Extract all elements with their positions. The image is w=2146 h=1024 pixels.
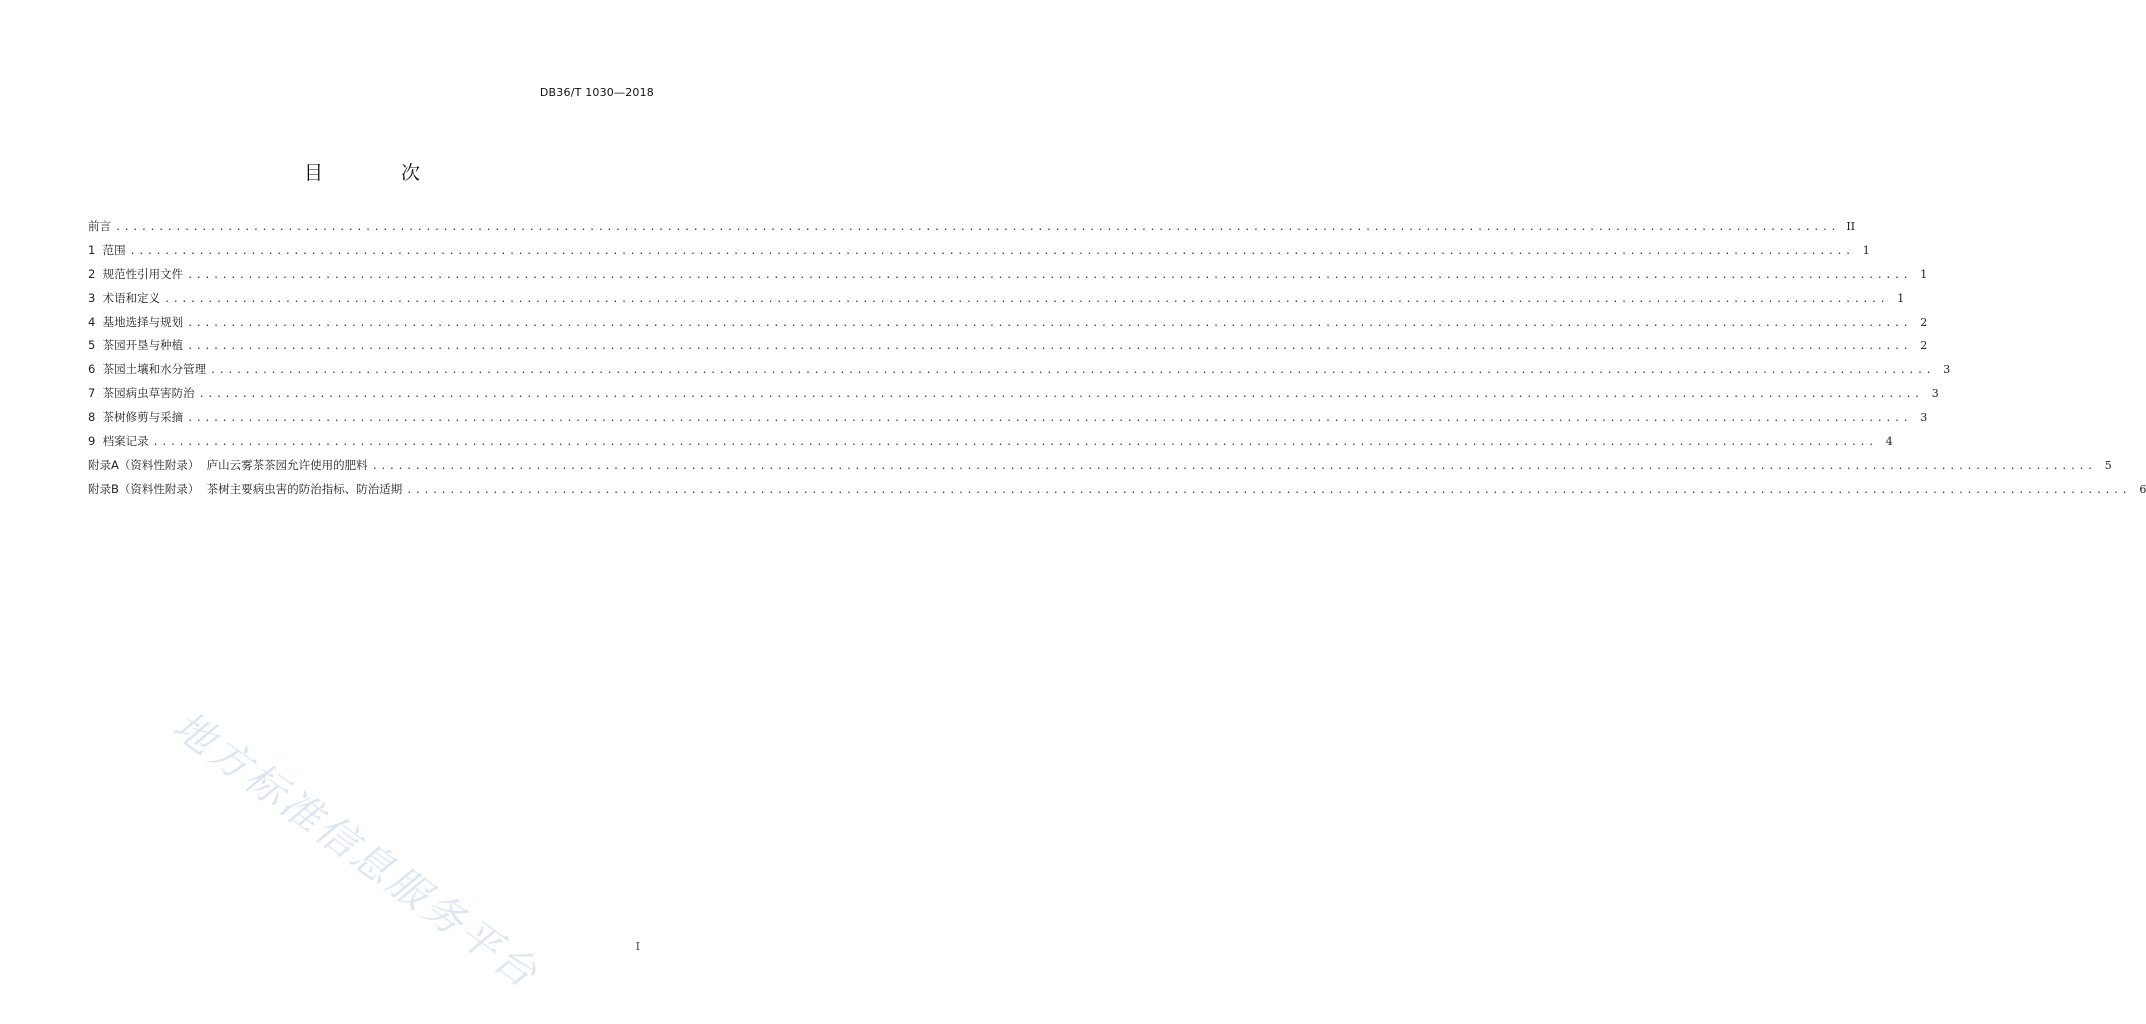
toc-entry-page: 3 (1931, 387, 1939, 401)
table-of-contents (88, 218, 2146, 505)
page-number: I (635, 940, 640, 953)
toc-leader-dots: ........................................................................................................................................................................................................ (164, 293, 1889, 305)
toc-leader-dots: ........................................................................................................................................................................................................ (406, 484, 2131, 496)
toc-leader-dots: ........................................................................................................................................................................................................ (187, 269, 1912, 281)
toc-entry-9[interactable] (88, 433, 1893, 457)
toc-entry-4[interactable] (88, 314, 1928, 338)
toc-entry-page: 3 (1943, 363, 1951, 377)
toc-entry-appendix-b[interactable] (88, 481, 2146, 505)
toc-entry-appendix-a[interactable] (88, 457, 2112, 481)
toc-entry-page: 2 (1920, 339, 1928, 353)
toc-entry-1[interactable] (88, 242, 1870, 266)
toc-entry-8[interactable] (88, 409, 1928, 433)
toc-entry-label: 9 档案记录 (88, 434, 149, 449)
toc-leader-dots: ........................................................................................................................................................................................................ (152, 437, 1877, 449)
toc-leader-dots: ........................................................................................................................................................................................................ (115, 222, 1840, 233)
toc-leader-dots: ........................................................................................................................................................................................................ (187, 317, 1912, 329)
toc-entry-label: 附录A（资料性附录） 庐山云雾茶茶园允许使用的肥料 (88, 457, 368, 472)
toc-entry-label: 1 范围 (88, 242, 126, 257)
toc-entry-7[interactable] (88, 385, 1939, 409)
toc-entry-page: 1 (1862, 243, 1870, 257)
toc-entry-label: 8 茶树修剪与采摘 (88, 410, 184, 425)
toc-leader-dots: ........................................................................................................................................................................................................ (371, 460, 2096, 472)
toc-entry-foreword[interactable] (88, 218, 1856, 242)
toc-entry-label: 5 茶园开垦与种植 (88, 338, 184, 353)
toc-entry-6[interactable] (88, 361, 1951, 385)
toc-entry-label: 6 茶园土壤和水分管理 (88, 362, 207, 377)
toc-entry-page: 3 (1920, 411, 1928, 425)
toc-entry-page: 5 (2104, 458, 2112, 472)
toc-entry-page: 1 (1897, 291, 1905, 305)
toc-leader-dots: ........................................................................................................................................................................................................ (187, 413, 1912, 425)
toc-entry-label: 4 基地选择与规划 (88, 314, 184, 329)
toc-entry-label: 7 茶园病虫草害防治 (88, 386, 195, 401)
toc-entry-page: II (1846, 220, 1856, 233)
toc-leader-dots: ........................................................................................................................................................................................................ (198, 389, 1923, 401)
toc-entry-5[interactable] (88, 337, 1928, 361)
toc-leader-dots: ........................................................................................................................................................................................................ (129, 245, 1854, 257)
toc-entry-label: 2 规范性引用文件 (88, 266, 184, 281)
toc-leader-dots: ........................................................................................................................................................................................................ (187, 341, 1912, 353)
document-code: DB36/T 1030—2018 (539, 86, 654, 99)
toc-entry-2[interactable] (88, 266, 1928, 290)
toc-entry-page: 2 (1920, 315, 1928, 329)
page-title: 目 次 (303, 162, 457, 184)
toc-entry-page: 1 (1920, 267, 1928, 281)
toc-entry-3[interactable] (88, 290, 1905, 314)
toc-entry-page: 6 (2139, 482, 2146, 496)
toc-leader-dots: ........................................................................................................................................................................................................ (210, 365, 1935, 377)
toc-entry-label: 前言 (88, 219, 111, 233)
toc-entry-page: 4 (1885, 435, 1893, 449)
watermark: 地方标准信息服务平台 (164, 702, 548, 999)
toc-entry-label: 3 术语和定义 (88, 290, 161, 305)
toc-entry-label: 附录B（资料性附录） 茶树主要病虫害的防治指标、防治适期 (88, 481, 403, 496)
